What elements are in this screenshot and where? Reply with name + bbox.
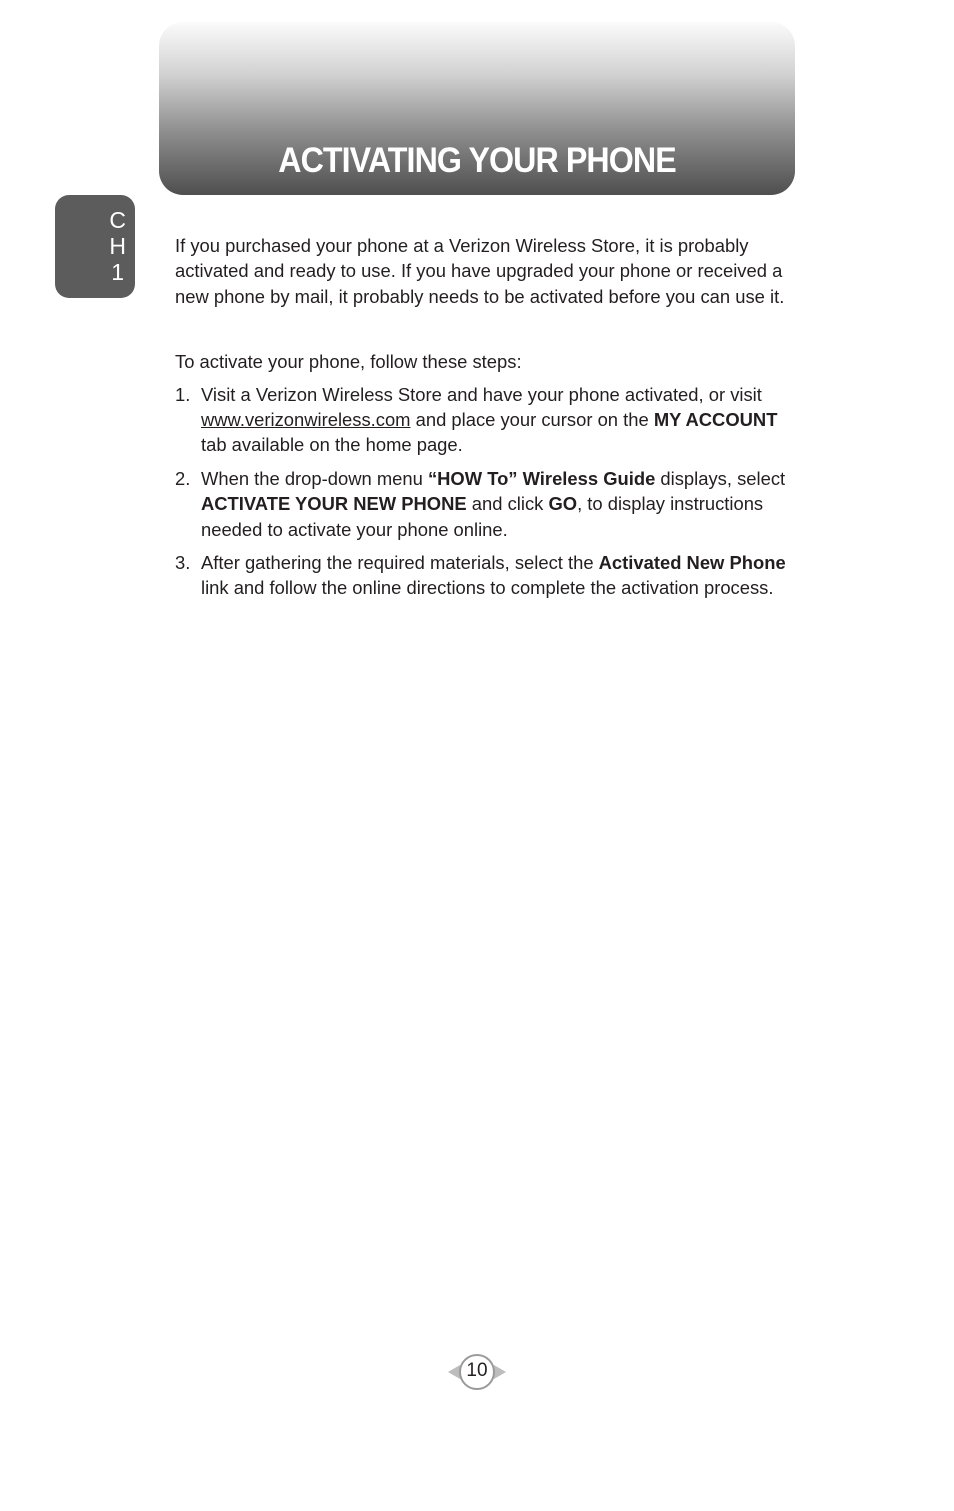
chapter-letter: H <box>109 233 126 259</box>
step-2 <box>175 466 795 542</box>
chapter-header-banner <box>159 22 795 195</box>
chapter-label <box>109 207 126 285</box>
chapter-tab <box>55 195 135 298</box>
chapter-letter: C <box>109 207 126 233</box>
step-keyword: ACTIVATE YOUR NEW PHONE <box>201 493 467 515</box>
step-text: tab available on the home page. <box>201 434 463 456</box>
step-number: 2. <box>175 467 191 489</box>
step-keyword: Activated New Phone <box>598 552 786 574</box>
step-text: Visit a Verizon Wireless Store and have your phone activated, or visit <box>201 383 762 405</box>
page-number: 10 <box>466 1360 488 1381</box>
step-3 <box>175 550 795 601</box>
step-number: 3. <box>175 552 191 574</box>
step-keyword: GO <box>548 493 578 515</box>
step-text: After gathering the required materials, select the <box>201 552 599 574</box>
step-text: and click <box>466 493 549 515</box>
step-1 <box>175 382 795 458</box>
step-text: and place your cursor on the <box>410 409 654 431</box>
step-keyword: “HOW To” Wireless Guide <box>427 467 656 489</box>
main-content <box>175 233 795 609</box>
steps-lead-in: To activate your phone, follow these steps: <box>175 351 522 373</box>
page-title: ACTIVATING YOUR PHONE <box>278 141 676 180</box>
step-text: displays, select <box>655 467 786 489</box>
chapter-number: 1 <box>111 259 125 285</box>
step-text: link and follow the online directions to complete the activation process. <box>201 577 774 599</box>
verizon-website-link[interactable]: www.verizonwireless.com <box>201 409 411 431</box>
step-number: 1. <box>175 383 191 405</box>
page-number-badge <box>446 1350 508 1394</box>
step-text: When the drop-down menu <box>201 467 428 489</box>
step-keyword: MY ACCOUNT <box>653 409 778 431</box>
step-text: , to display instructions needed to activate your phone online. <box>201 493 764 540</box>
intro-paragraph: If you purchased your phone at a Verizon Wireless Store, it is probably activated and ready to use. If you have upgraded your phone or received a new phone by mail, it probably needs to be activated before you can use it. <box>175 235 785 307</box>
